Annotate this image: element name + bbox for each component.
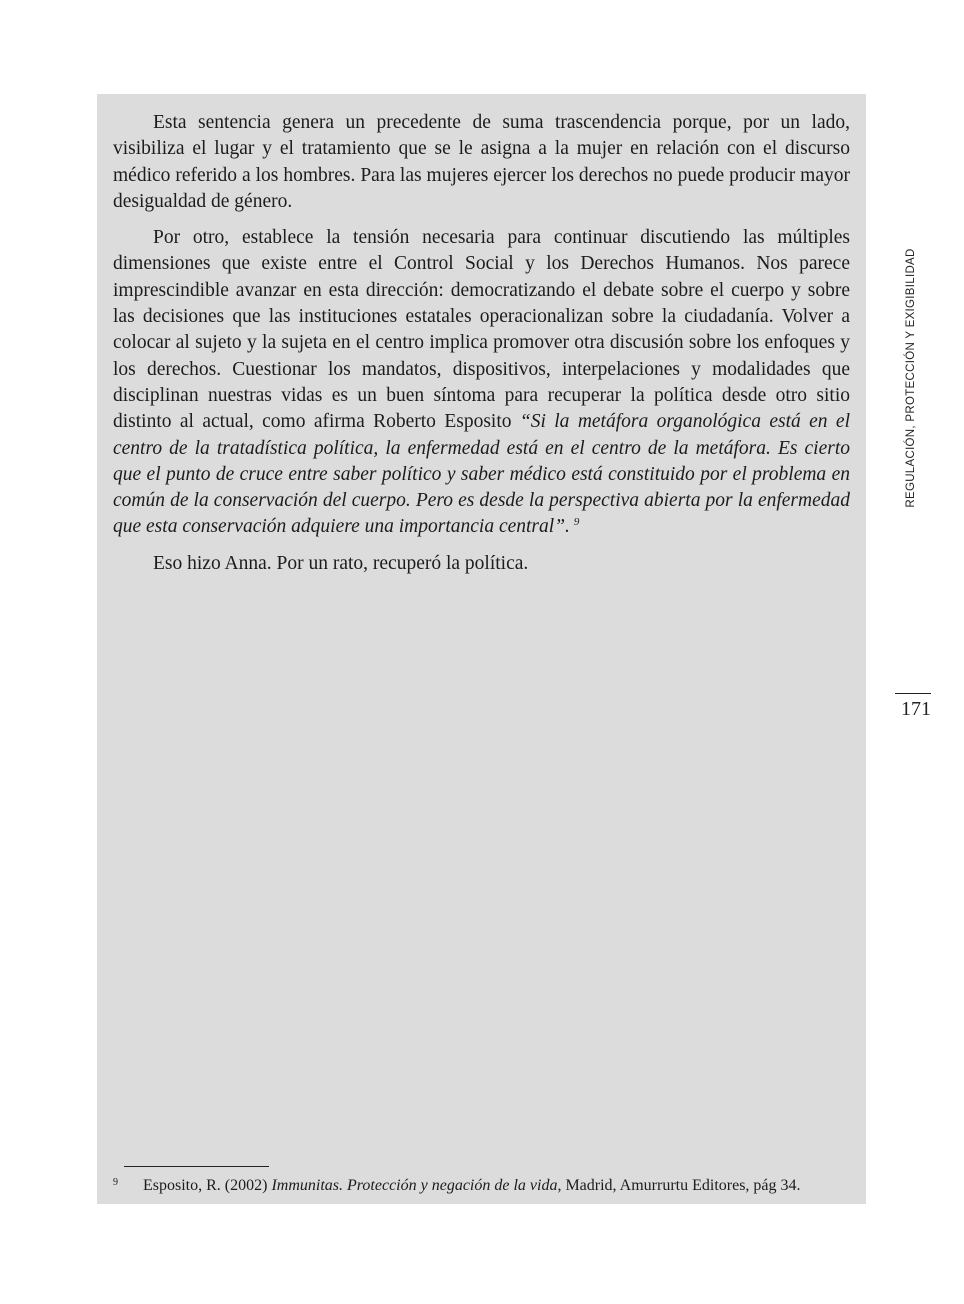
footnote-mark: 9	[113, 1177, 118, 1188]
footnote-separator	[124, 1166, 269, 1167]
body-text	[113, 110, 850, 587]
paragraph-3: Eso hizo Anna. Por un rato, recuperó la política.	[153, 552, 529, 574]
paragraph-2-text: Por otro, establece la tensión necesaria para continuar discutiendo las múltiples dimensiones que existe entre el Control Social y los Derechos Humanos. Nos parece imprescindible avanzar en esta dirección: democratizando el debate sobre el cuerpo y sobre las decisiones que las instituciones estatales operacionalizan sobre la ciudadanía. Volver a colocar al sujeto y la sujeta en el centro implica promover otra discusión sobre los enfoques y los derechos. Cuestionar los mandatos, dispositivos, interpelaciones y modalidades que disciplinan nuestras vidas es un buen síntoma para recuperar la política desde otro sitio distinto al actual, como afirma Roberto Esposito	[113, 227, 850, 433]
footnote-text	[143, 1176, 801, 1196]
page-number: 171	[901, 698, 931, 720]
footnote-publisher: , Madrid, Amurrurtu Editores, pág 34.	[557, 1177, 801, 1194]
paragraph-2	[113, 225, 850, 541]
footnote-title: Immunitas. Protección y negación de la vida	[271, 1177, 558, 1194]
footnote-reference[interactable]: 9	[573, 515, 580, 528]
page-number-rule	[895, 693, 931, 694]
paragraph-1: Esta sentencia genera un precedente de suma trascendencia porque, por un lado, visibiliza el lugar y el tratamiento que se le asigna a la mujer en relación con el discurso médico referido a los hombres. Para las mujeres ejercer los derechos no puede producir mayor desigualdad de género.	[113, 112, 850, 212]
footnote-author: Esposito, R. (2002)	[143, 1177, 272, 1194]
running-section-title: REGULACIÓN, PROTECCIÓN Y EXIGIBILIDAD	[905, 248, 917, 508]
esposito-quote: “Si la metáfora organológica está en el centro de la tratadística política, la enfermedad está en el centro de la metáfora. Es cierto que el punto de cruce entre saber político y saber médico está constituido por el problema en común de la conservación del cuerpo. Pero es desde la perspectiva abierta por la enfermedad que esta conservación adquiere una importancia central”.	[113, 411, 850, 538]
